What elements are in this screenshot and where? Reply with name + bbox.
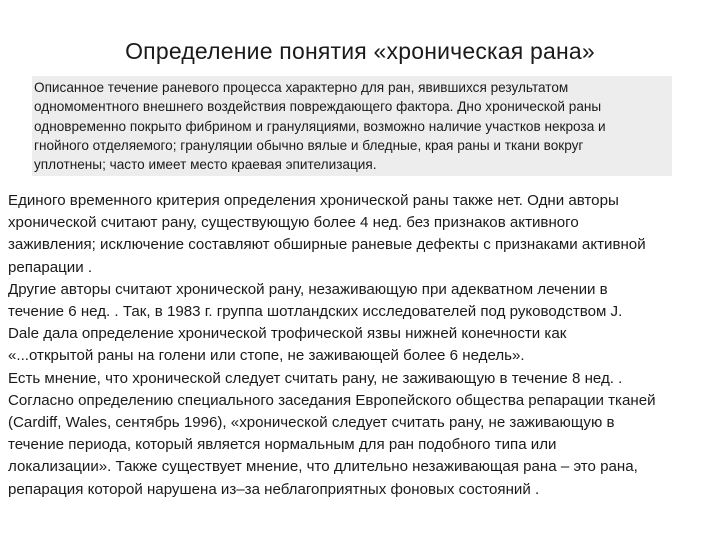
body-line: репарации . (8, 258, 93, 276)
body-line: Dale дала определение хронической трофической язвы нижней конечности как (8, 325, 567, 343)
slide-title: Определение понятия «хроническая рана» (125, 38, 595, 64)
body-line: (Cardiff, Wales, сентябрь 1996), «хронической следует считать рану, не заживающую в (8, 414, 615, 432)
body-line: Согласно определению специального заседания Европейского общества репарации тканей (8, 391, 656, 409)
box-line: Описанное течение раневого процесса характерно для ран, явившихся результатом (34, 80, 569, 95)
body-line: Единого временного критерия определения хронической раны также нет. Одни авторы (8, 192, 619, 209)
body-line: течение 6 нед. . Так, в 1983 г. группа шотландских исследователей под руководством J. (8, 303, 623, 321)
body-line: течение периода, который является нормальным для ран подобного типа или (8, 436, 557, 454)
highlight-box-text (34, 78, 684, 174)
body-line: хронической считают рану, существующую более 4 нед. без признаков активного (8, 214, 579, 232)
body-line: заживления; исключение составляют обширные раневые дефекты с признаками активной (8, 236, 646, 254)
box-line: уплотнены; часто имеет место краевая эпителизация. (34, 157, 377, 173)
body-line: Есть мнение, что хронической следует считать рану, не заживающую в течение 8 нед. . (8, 369, 623, 387)
body-line: «...открытой раны на голени или стопе, не заживающей более 6 недель». (8, 347, 525, 365)
body-line: репарация которой нарушена из–за неблагоприятных фоновых состояний . (8, 480, 540, 498)
body-line: Другие авторы считают хронической рану, незаживающую при адекватном лечении в (8, 280, 608, 298)
box-line: одновременно покрыто фибрином и грануляциями, возможно наличие участков некроза и (34, 118, 606, 134)
box-line: одномоментного внешнего воздействия повреждающего фактора. Дно хронической раны (34, 99, 602, 115)
body-text (8, 190, 714, 501)
body-line: локализации». Также существует мнение, что длительно незаживающая рана – это рана, (8, 458, 638, 476)
box-line: гнойного отделяемого; грануляции обычно вялые и бледные, края раны и ткани вокруг (34, 137, 584, 153)
